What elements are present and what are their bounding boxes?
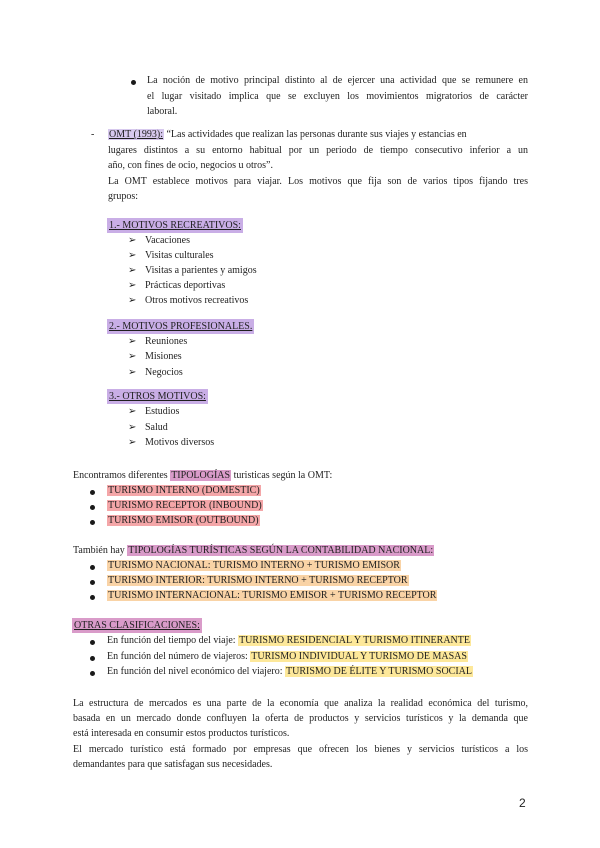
omt-line-3: año, con fines de ocio, negocios u otros”.	[108, 160, 273, 171]
otras-item	[107, 649, 468, 664]
tipologia-omt-text: TURISMO EMISOR (OUTBOUND)	[108, 515, 259, 526]
bullet-dot	[90, 656, 95, 661]
otras-highlight: TURISMO RESIDENCIAL Y TURISMO ITINERANTE	[239, 635, 470, 646]
otras-item	[107, 664, 473, 679]
tipologia-omt-text: TURISMO INTERNO (DOMESTIC)	[108, 485, 260, 496]
otras-title: OTRAS CLASIFICACIONES:	[74, 620, 200, 631]
omt-quote-start: “Las actividades que realizan las personas durante sus viajes y estancias en	[166, 129, 467, 140]
otras-prefix: En función del tiempo del viaje:	[107, 635, 236, 646]
tipologia-omt-item	[107, 513, 260, 528]
bullet-dot	[90, 490, 95, 495]
otras-item	[107, 633, 471, 648]
tipologias-highlight: TIPOLOGÍAS	[171, 470, 231, 481]
group-2-item: Negocios	[145, 367, 183, 378]
intro-prefix: También hay	[73, 545, 125, 556]
arrow-icon: ➢	[128, 437, 137, 448]
otras-highlight: TURISMO INDIVIDUAL Y TURISMO DE MASAS	[251, 651, 467, 662]
arrow-icon: ➢	[128, 351, 137, 362]
group-3-title: 3.- OTROS MOTIVOS:	[109, 391, 206, 402]
tipologias-contabilidad-intro	[73, 543, 434, 558]
group-1-item: Visitas a parientes y amigos	[145, 265, 257, 276]
bullet-dot	[90, 595, 95, 600]
bullet-dot	[90, 671, 95, 676]
arrow-icon: ➢	[128, 235, 137, 246]
contabilidad-text: TURISMO INTERNACIONAL: TURISMO EMISOR + TURISMO RECEPTOR	[108, 590, 437, 601]
arrow-icon: ➢	[128, 367, 137, 378]
arrow-icon: ➢	[128, 295, 137, 306]
arrow-icon: ➢	[128, 250, 137, 261]
top-bullet-line-3: laboral.	[147, 106, 178, 117]
bullet-dot	[90, 565, 95, 570]
closing-line-3: está interesada en consumir estos productos turísticos.	[73, 728, 290, 739]
group-1-title: 1.- MOTIVOS RECREATIVOS:	[109, 220, 241, 231]
contabilidad-text: TURISMO NACIONAL: TURISMO INTERNO + TURISMO EMISOR	[108, 560, 400, 571]
tipologia-omt-text: TURISMO RECEPTOR (INBOUND)	[108, 500, 262, 511]
top-bullet-line-1: La noción de motivo principal distinto al de ejercer una actividad que se remunere en	[147, 75, 528, 86]
arrow-icon: ➢	[128, 336, 137, 347]
group-2-title: 2.- MOTIVOS PROFESIONALES.	[109, 321, 253, 332]
arrow-icon: ➢	[128, 265, 137, 276]
intro-prefix: Encontramos diferentes	[73, 470, 168, 481]
contabilidad-highlight: TIPOLOGÍAS TURÍSTICAS SEGÚN LA CONTABILIDAD NACIONAL:	[128, 545, 434, 556]
omt-first-line	[108, 127, 528, 142]
closing-line-1: La estructura de mercados es una parte de la economía que analiza la realidad económica del turismo,	[73, 698, 528, 709]
group-1-item: Vacaciones	[145, 235, 190, 246]
contabilidad-text: TURISMO INTERIOR: TURISMO INTERNO + TURISMO RECEPTOR	[108, 575, 408, 586]
group-2-item: Reuniones	[145, 336, 188, 347]
bullet-dot	[90, 520, 95, 525]
top-bullet-line-2: el lugar visitado implica que se excluyen los movimientos migratorios de carácter	[147, 91, 528, 102]
arrow-icon: ➢	[128, 422, 137, 433]
omt-line-2: lugares distintos a su entorno habitual por un periodo de tiempo consecutivo inferior a un	[108, 145, 528, 156]
omt-label: OMT (1993):	[109, 129, 163, 140]
arrow-icon: ➢	[128, 406, 137, 417]
closing-line-5: demandantes para que satisfagan sus necesidades.	[73, 759, 273, 770]
bullet-dot	[131, 80, 136, 85]
group-2-item: Misiones	[145, 351, 182, 362]
otras-prefix: En función del nivel económico del viajero:	[107, 666, 283, 677]
group-1-item: Prácticas deportivas	[145, 280, 226, 291]
bullet-dot	[90, 505, 95, 510]
contabilidad-item	[107, 588, 437, 603]
omt-line-4: La OMT establece motivos para viajar. Los motivos que fija son de varios tipos fijando tres	[108, 176, 528, 187]
omt-line-5: grupos:	[108, 191, 138, 202]
closing-line-2: basada en un mercado donde confluyen la oferta de productos y servicios turísticos y la demanda que	[73, 713, 528, 724]
contabilidad-item	[107, 573, 409, 588]
otras-prefix: En función del número de viajeros:	[107, 651, 248, 662]
tipologia-omt-item	[107, 483, 261, 498]
bullet-dot	[90, 580, 95, 585]
closing-line-4: El mercado turístico está formado por empresas que ofrecen los bienes y servicios turísticos a los	[73, 744, 528, 755]
bullet-dot	[90, 640, 95, 645]
intro-suffix: turisticas según la OMT:	[233, 470, 333, 481]
tipologias-omt-intro	[73, 468, 332, 483]
dash-marker: -	[91, 129, 95, 140]
arrow-icon: ➢	[128, 280, 137, 291]
otras-highlight: TURISMO DE ÉLITE Y TURISMO SOCIAL	[286, 666, 473, 677]
group-3-item: Estudios	[145, 406, 180, 417]
group-1-item: Otros motivos recreativos	[145, 295, 249, 306]
tipologia-omt-item	[107, 498, 263, 513]
group-3-item: Salud	[145, 422, 168, 433]
group-1-item: Visitas culturales	[145, 250, 214, 261]
group-3-item: Motivos diversos	[145, 437, 215, 448]
contabilidad-item	[107, 558, 401, 573]
page-number: 2	[519, 796, 526, 810]
